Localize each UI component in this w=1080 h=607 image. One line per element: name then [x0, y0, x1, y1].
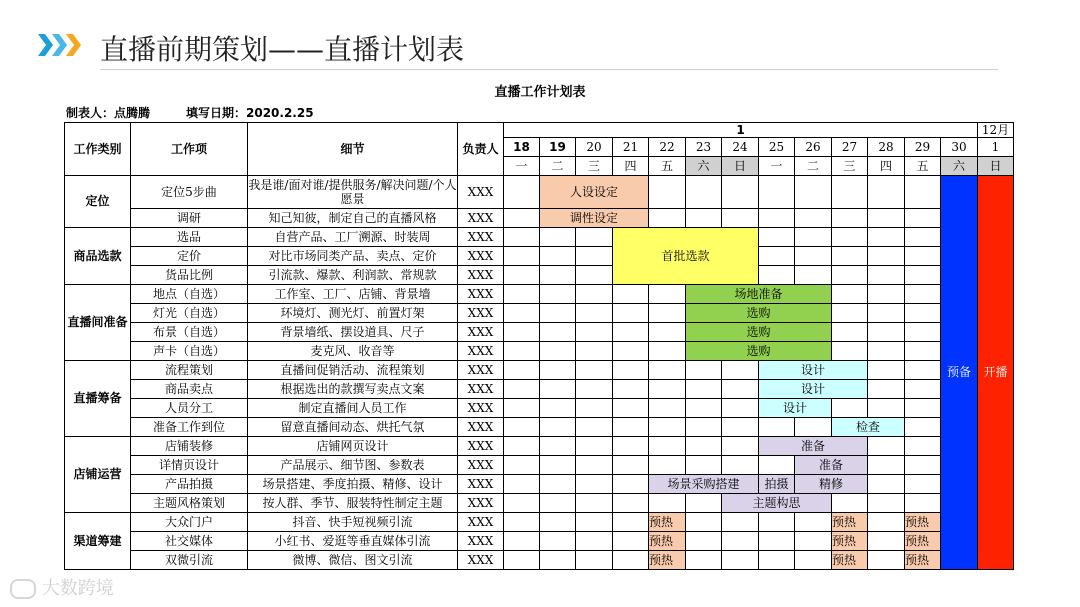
- gantt-bar-warmup: 预热: [649, 513, 686, 532]
- gantt-bar-shoot: 拍摄: [759, 475, 795, 494]
- task-detail: 对比市场同类产品、卖点、定价: [248, 247, 458, 266]
- sheet-title: 直播工作计划表: [494, 85, 586, 100]
- day-cell: 22: [649, 138, 686, 157]
- task-detail: 抖音、快手短视频引流: [248, 513, 458, 532]
- task-owner: XXX: [458, 418, 504, 437]
- task-owner: XXX: [458, 437, 504, 456]
- category-store-ops: 店铺运营: [65, 437, 131, 513]
- gantt-bar-warmup: 预热: [905, 551, 941, 570]
- gantt-bar-warmup: 预热: [832, 532, 868, 551]
- gantt-bar-tone: 调性设定: [540, 209, 649, 228]
- task-detail: 知己知彼，制定自己的直播风格: [248, 209, 458, 228]
- task-item: 准备工作到位: [131, 418, 248, 437]
- task-owner: XXX: [458, 323, 504, 342]
- day-cell: 27: [832, 138, 868, 157]
- task-owner: XXX: [458, 361, 504, 380]
- gantt-bar-warmup: 预热: [905, 513, 941, 532]
- category-product-selection: 商品选款: [65, 228, 131, 285]
- gantt-bar-purchase: 选购: [686, 304, 832, 323]
- task-owner: XXX: [458, 494, 504, 513]
- plan-table: [64, 122, 1014, 570]
- weekday-cell: 日: [978, 157, 1014, 176]
- task-detail: 引流款、爆款、利润款、常规款: [248, 266, 458, 285]
- task-owner: XXX: [458, 475, 504, 494]
- day-cell: 28: [868, 138, 905, 157]
- task-detail: 小红书、爱逛等垂直媒体引流: [248, 532, 458, 551]
- task-owner: XXX: [458, 532, 504, 551]
- task-detail: 产品展示、细节图、参数表: [248, 456, 458, 475]
- task-detail: 我是谁/面对谁/提供服务/解决问题/个人愿景: [248, 176, 458, 209]
- task-item: 选品: [131, 228, 248, 247]
- task-item: 调研: [131, 209, 248, 228]
- task-item: 地点（自选）: [131, 285, 248, 304]
- weekday-cell: 二: [795, 157, 832, 176]
- month-dec-label: 12月: [978, 123, 1014, 138]
- task-item: 定位5步曲: [131, 176, 248, 209]
- weekday-cell: 五: [649, 157, 686, 176]
- gantt-bar-design: 设计: [759, 361, 868, 380]
- day-cell: 24: [722, 138, 759, 157]
- weekday-cell: 三: [576, 157, 613, 176]
- task-owner: XXX: [458, 176, 504, 209]
- category-live-planning: 直播筹备: [65, 361, 131, 437]
- task-detail: 麦克风、收音等: [248, 342, 458, 361]
- task-detail: 留意直播间动态、烘托气氛: [248, 418, 458, 437]
- category-positioning: 定位: [65, 176, 131, 228]
- day-cell: 21: [613, 138, 649, 157]
- header-owner: 负责人: [458, 123, 504, 176]
- weekday-cell: 一: [759, 157, 795, 176]
- gantt-bar-warmup: 预热: [832, 551, 868, 570]
- task-item: 人员分工: [131, 399, 248, 418]
- watermark-logo-icon: [10, 579, 36, 599]
- gantt-bar-purchase: 选购: [686, 342, 832, 361]
- day-cell: 30: [941, 138, 978, 157]
- title-divider: [100, 69, 998, 70]
- day-cell: 26: [795, 138, 832, 157]
- task-owner: XXX: [458, 228, 504, 247]
- day-cell: 18: [504, 138, 540, 157]
- task-owner: XXX: [458, 266, 504, 285]
- gantt-bar-launch: 开播: [978, 176, 1014, 570]
- task-item: 主题风格策划: [131, 494, 248, 513]
- header-detail: 细节: [248, 123, 458, 176]
- gantt-bar-theme: 主题构思: [722, 494, 832, 513]
- task-item: 社交媒体: [131, 532, 248, 551]
- category-channels: 渠道筹建: [65, 513, 131, 570]
- task-item: 详情页设计: [131, 456, 248, 475]
- task-detail: 环境灯、测光灯、前置灯架: [248, 304, 458, 323]
- gantt-bar-purchase: 选购: [686, 323, 832, 342]
- gantt-bar-check: 检查: [832, 418, 905, 437]
- watermark-text: 大数跨境: [41, 578, 114, 599]
- task-owner: XXX: [458, 285, 504, 304]
- day-cell: 1: [978, 138, 1014, 157]
- gantt-bar-design: 设计: [759, 399, 832, 418]
- weekday-cell: 一: [504, 157, 540, 176]
- day-cell: 23: [686, 138, 722, 157]
- task-item: 布景（自选）: [131, 323, 248, 342]
- weekday-cell: 四: [868, 157, 905, 176]
- day-cell: 20: [576, 138, 613, 157]
- weekday-cell: 三: [832, 157, 868, 176]
- gantt-bar-scene: 场景采购搭建: [649, 475, 759, 494]
- day-cell: 19: [540, 138, 576, 157]
- task-detail: 背景墙纸、摆设道具、尺子: [248, 323, 458, 342]
- gantt-bar-retouch: 精修: [795, 475, 868, 494]
- task-owner: XXX: [458, 456, 504, 475]
- weekday-cell: 六: [941, 157, 978, 176]
- task-item: 商品卖点: [131, 380, 248, 399]
- task-item: 货品比例: [131, 266, 248, 285]
- weekday-cell: 日: [722, 157, 759, 176]
- gantt-bar-prepare: 准备: [759, 437, 868, 456]
- weekday-cell: 六: [686, 157, 722, 176]
- task-owner: XXX: [458, 342, 504, 361]
- header-item: 工作项: [131, 123, 248, 176]
- gantt-bar-warmup: 预热: [649, 551, 686, 570]
- task-detail: 微博、微信、图文引流: [248, 551, 458, 570]
- task-owner: XXX: [458, 380, 504, 399]
- day-cell: 29: [905, 138, 941, 157]
- task-detail: 按人群、季节、服装特性制定主题: [248, 494, 458, 513]
- header-category: 工作类别: [65, 123, 131, 176]
- task-item: 店铺装修: [131, 437, 248, 456]
- gantt-bar-venue: 场地准备: [686, 285, 832, 304]
- weekday-cell: 四: [613, 157, 649, 176]
- task-detail: 场景搭建、季度拍摄、精修、设计: [248, 475, 458, 494]
- chevron-logo-icon: [38, 34, 88, 56]
- task-item: 流程策划: [131, 361, 248, 380]
- watermark: [10, 574, 114, 600]
- gantt-bar-prepare: 准备: [795, 456, 868, 475]
- maker-label: 制表人：点腾腾: [66, 106, 151, 120]
- gantt-bar-persona: 人设设定: [540, 176, 649, 209]
- task-detail: 直播间促销活动、流程策划: [248, 361, 458, 380]
- task-detail: 店铺网页设计: [248, 437, 458, 456]
- task-owner: XXX: [458, 304, 504, 323]
- page-title: 直播前期策划——直播计划表: [100, 33, 465, 66]
- task-item: 产品拍摄: [131, 475, 248, 494]
- task-owner: XXX: [458, 247, 504, 266]
- task-detail: 自营产品、工厂溯源、时装周: [248, 228, 458, 247]
- gantt-bar-warmup: 预热: [905, 532, 941, 551]
- gantt-bar-warmup: 预热: [832, 513, 868, 532]
- gantt-bar-first-pick: 首批选款: [613, 228, 759, 285]
- task-owner: XXX: [458, 513, 504, 532]
- weekday-cell: 二: [540, 157, 576, 176]
- day-cell: 25: [759, 138, 795, 157]
- task-item: 大众门户: [131, 513, 248, 532]
- task-detail: 根据选出的款撰写卖点文案: [248, 380, 458, 399]
- weekday-cell: 五: [905, 157, 941, 176]
- task-owner: XXX: [458, 551, 504, 570]
- task-detail: 制定直播间人员工作: [248, 399, 458, 418]
- task-owner: XXX: [458, 399, 504, 418]
- category-studio-prep: 直播间准备: [65, 285, 131, 361]
- task-item: 双微引流: [131, 551, 248, 570]
- task-detail: 工作室、工厂、店铺、背景墙: [248, 285, 458, 304]
- date-label: 填写日期：2020.2.25: [186, 106, 314, 120]
- task-owner: XXX: [458, 209, 504, 228]
- gantt-bar-design: 设计: [759, 380, 868, 399]
- gantt-bar-reserve: 预备: [941, 176, 978, 570]
- task-item: 定价: [131, 247, 248, 266]
- gantt-bar-warmup: 预热: [649, 532, 686, 551]
- month-label: 1: [504, 123, 978, 138]
- task-item: 声卡（自选）: [131, 342, 248, 361]
- task-item: 灯光（自选）: [131, 304, 248, 323]
